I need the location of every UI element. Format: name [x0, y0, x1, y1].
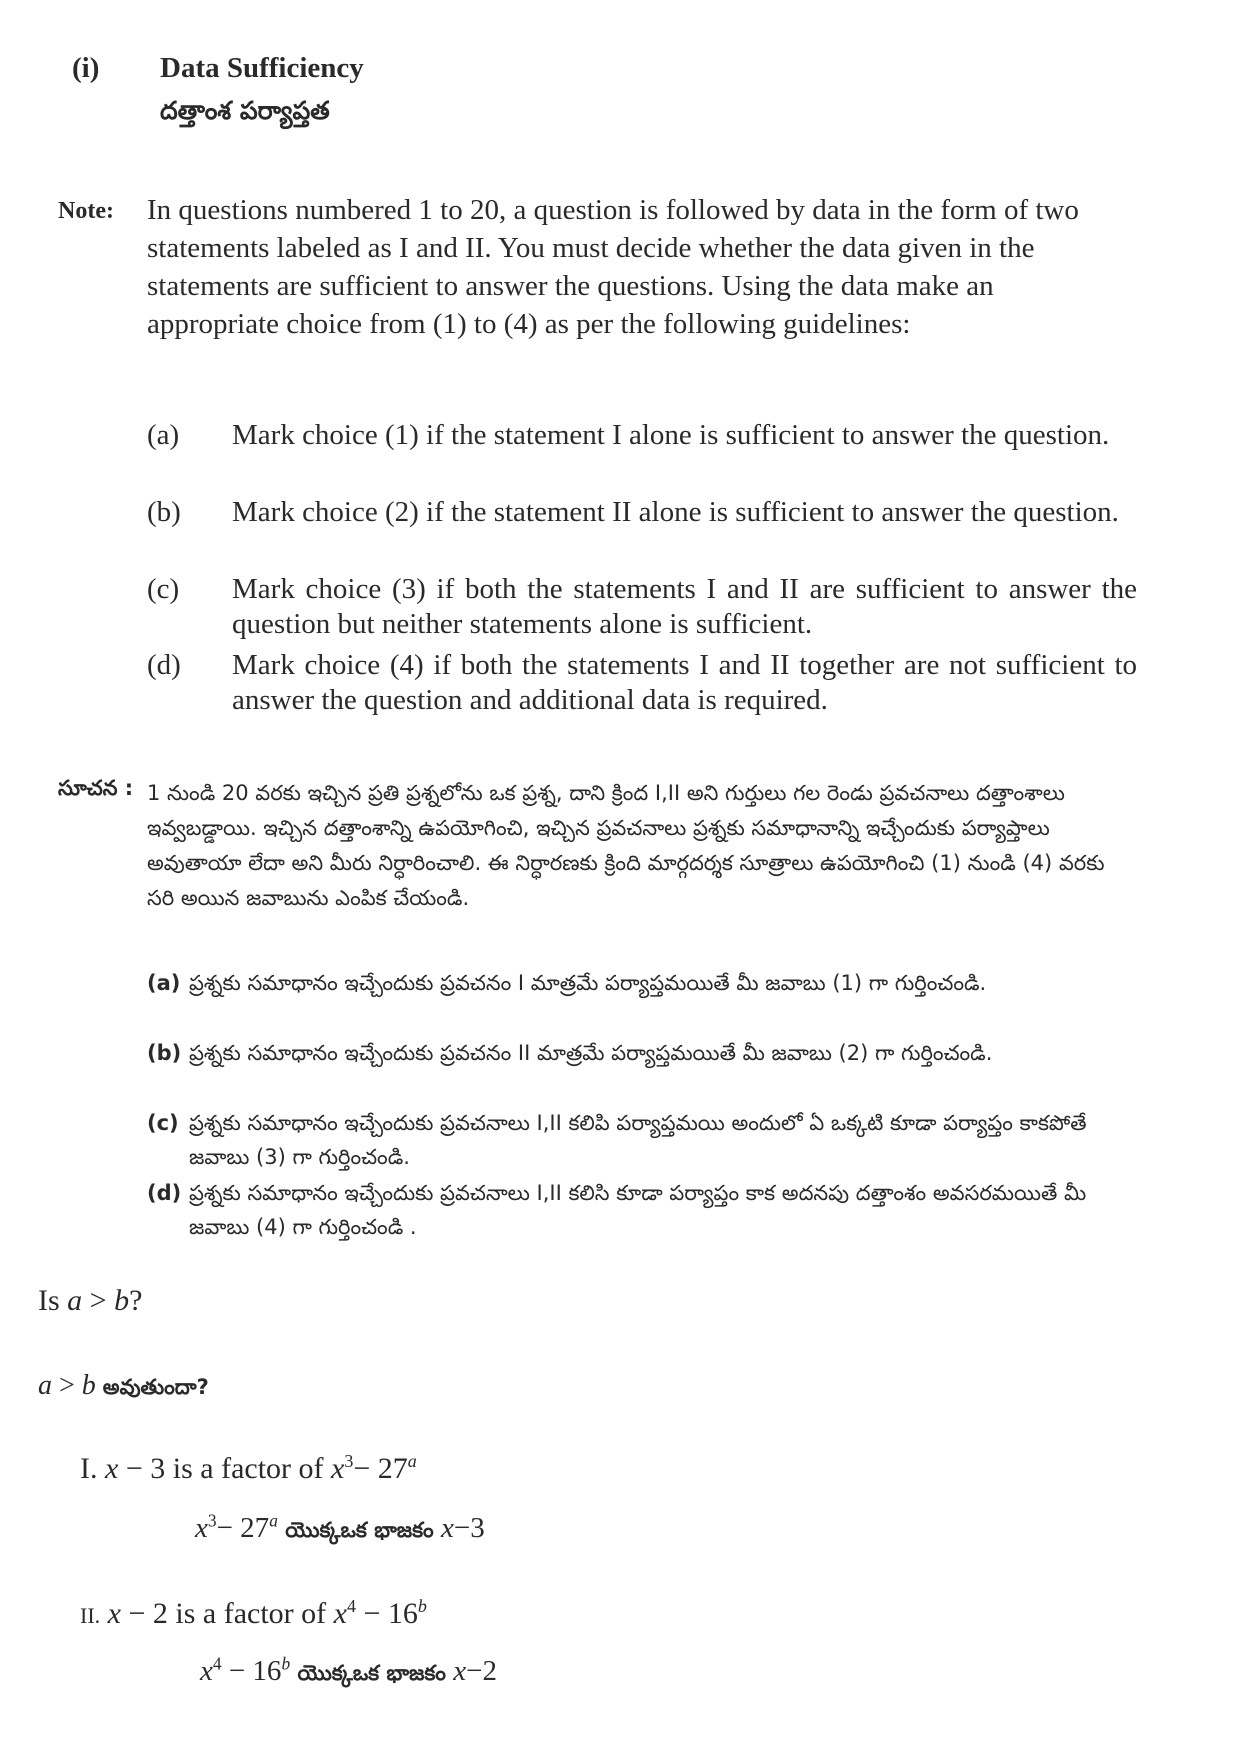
statement-text: − 3 is a factor of — [118, 1452, 332, 1485]
statement-text: − 2 is a factor of — [120, 1597, 334, 1630]
statement-base: x — [200, 1655, 213, 1687]
section-title-telugu: దత్తాంశ పర్యాప్తత — [160, 96, 330, 125]
question-suffix: ? — [129, 1284, 143, 1317]
guideline-telugu-label: (d) — [147, 1181, 182, 1205]
statement-rest: − 27 — [216, 1512, 270, 1544]
guideline-telugu-label: (a) — [147, 971, 181, 995]
statement-factor-var: x — [441, 1512, 454, 1544]
note-label: Note: — [58, 198, 114, 224]
guideline-telugu-label: (c) — [147, 1111, 179, 1135]
statement-exponent-var: b — [281, 1653, 291, 1674]
guideline-label: (d) — [147, 649, 181, 681]
statement-1-english — [80, 1452, 417, 1486]
statement-2-english — [80, 1597, 427, 1631]
statement-base: x — [331, 1452, 345, 1485]
question-operator: > — [89, 1284, 107, 1317]
guideline-telugu-text: ప్రశ్నకు సమాధానం ఇచ్చేందుకు ప్రవచనం II మాత్రమే పర్యాప్తమయితే మీ జవాబు (2) గా గుర్తించండి. — [189, 1041, 993, 1065]
guideline-b — [147, 495, 1137, 530]
question-var-b: b — [81, 1370, 96, 1401]
statement-base: x — [333, 1597, 347, 1630]
note-telugu-label: సూచన : — [58, 776, 134, 800]
statement-2-telugu — [200, 1655, 497, 1691]
section-number: (i) — [72, 52, 100, 84]
section-title: Data Sufficiency — [160, 52, 364, 84]
statement-exponent-var: b — [417, 1596, 427, 1616]
guideline-c — [147, 572, 1137, 642]
note-text: In questions numbered 1 to 20, a question is followed by data in the form of two statements labeled as I and II. You must decide whether the data given in the statements are sufficient to answer the questions. Using the data make an appropriate choice from (1) to (4) as per the following guidelines: — [147, 194, 1079, 340]
statement-numeral: II. — [80, 1603, 101, 1628]
question-var-b: b — [114, 1284, 130, 1317]
question-operator: > — [59, 1370, 75, 1401]
guideline-d — [147, 648, 1137, 718]
statement-factor-var: x — [453, 1655, 467, 1687]
statement-var: x — [105, 1452, 119, 1485]
guideline-text: Mark choice (4) if both the statements I and II together are not sufficient to answer the question and additional data is required. — [232, 649, 1137, 716]
guideline-telugu-text: ప్రశ్నకు సమాధానం ఇచ్చేందుకు ప్రవచనాలు I,II కలిసి కూడా పర్యాప్తం కాక అదనపు దత్తాంశం అవసరమయితే మీ జవాబు (4) గా గుర్తించండి . — [189, 1181, 1087, 1239]
guideline-telugu-a — [147, 966, 1137, 1000]
guideline-telugu-c — [147, 1106, 1137, 1174]
question-var-a: a — [67, 1284, 83, 1317]
guideline-label: (c) — [147, 573, 180, 605]
statement-exponent: 4 — [212, 1653, 222, 1674]
guideline-a — [147, 418, 1137, 453]
guideline-telugu-text: ప్రశ్నకు సమాధానం ఇచ్చేందుకు ప్రవచనం I మాత్రమే పర్యాప్తమయితే మీ జవాబు (1) గా గుర్తించండి. — [189, 971, 987, 995]
question-telugu-suffix: అవుతుందా? — [102, 1375, 209, 1399]
question-var-a: a — [38, 1370, 52, 1401]
guideline-telugu-b — [147, 1036, 1137, 1070]
statement-numeral: I. — [80, 1452, 98, 1485]
guideline-label: (b) — [147, 496, 181, 528]
statement-rest: − 16 — [356, 1597, 418, 1630]
statement-rest: − 27 — [353, 1452, 408, 1485]
guideline-telugu-label: (b) — [147, 1041, 182, 1065]
statement-factor-rest: −3 — [453, 1512, 485, 1544]
guideline-text: Mark choice (2) if the statement II alone is sufficient to answer the question. — [232, 496, 1119, 528]
guideline-telugu-d — [147, 1176, 1137, 1244]
question-english — [38, 1284, 142, 1318]
guideline-label: (a) — [147, 419, 180, 451]
note-telugu-text: 1 నుండి 20 వరకు ఇచ్చిన ప్రతి ప్రశ్నలోను ఒక ప్రశ్న, దాని క్రింద I,II అని గుర్తులు గల రెండు ప్రవచనాలు దత్తాంశాలు ఇవ్వబడ్డాయి. ఇచ్చిన దత్తాంశాన్ని ఉపయోగించి, ఇచ్చిన ప్రవచనాలు ప్రశ్నకు సమాధానాన్ని ఇచ్చేందుకు పర్యాప్తాలు అవుతాయా లేదా అని మీరు నిర్ధారించాలి. ఈ నిర్ధారణకు క్రింది మార్గదర్శక సూత్రాలు ఉపయోగించి (1) నుండి (4) వరకు సరి అయిన జవాబును ఎంపిక చేయండి. — [147, 781, 1105, 910]
guideline-telugu-text: ప్రశ్నకు సమాధానం ఇచ్చేందుకు ప్రవచనాలు I,II కలిపి పర్యాప్తమయి అందులో ఏ ఒక్కటి కూడా పర్యాప్తం కాకపోతే జవాబు (3) గా గుర్తించండి. — [189, 1111, 1087, 1169]
statement-rest: − 16 — [221, 1655, 282, 1687]
guideline-text: Mark choice (1) if the statement I alone is sufficient to answer the question. — [232, 419, 1110, 451]
question-prefix: Is — [38, 1284, 60, 1317]
statement-telugu-text: యొక్కఒక భాజకం — [277, 1518, 441, 1542]
question-telugu — [38, 1370, 209, 1405]
statement-exponent-var: a — [407, 1451, 417, 1471]
statement-exponent: 3 — [207, 1510, 217, 1531]
statement-exponent: 3 — [344, 1451, 354, 1471]
statement-1-telugu — [195, 1512, 485, 1548]
statement-var: x — [107, 1597, 121, 1630]
statement-exponent: 4 — [347, 1596, 356, 1616]
guideline-text: Mark choice (3) if both the statements I and II are sufficient to answer the question but neither statements alone is sufficient. — [232, 573, 1137, 640]
statement-factor-rest: −2 — [466, 1655, 497, 1687]
statement-telugu-text: యొక్కఒక భాజకం — [290, 1661, 454, 1685]
statement-exponent-var: a — [269, 1510, 278, 1531]
statement-base: x — [195, 1512, 208, 1544]
